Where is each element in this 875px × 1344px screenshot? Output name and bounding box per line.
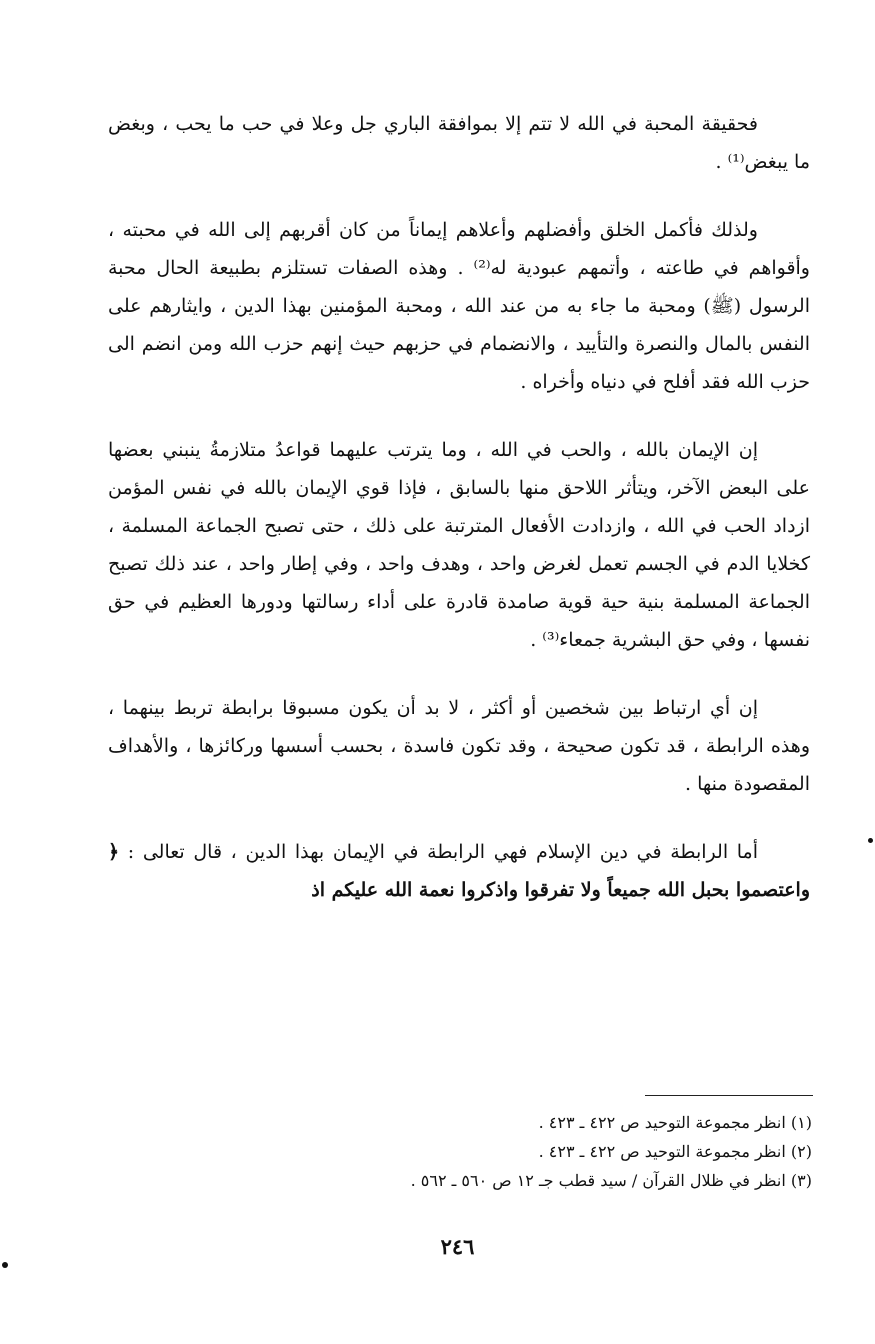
page-number: ٢٤٦ [440,1234,475,1259]
quran-quote: ﴿ واعتصموا بحبل الله جميعاً ولا تفرقوا واذكروا نعمة الله عليكم اذ [108,841,810,901]
footnote-divider [645,1095,813,1096]
paragraph-5 [108,833,810,909]
paragraph-1: فحقيقة المحبة في الله لا تتم إلا بموافقة الباري جل وعلا في حب ما يحب ، وبغض ما يبغض⁽¹⁾ . [108,113,810,173]
scan-speck [2,1262,8,1268]
footnote-2: (٢) انظر مجموعة التوحيد ص ٤٢٢ ـ ٤٢٣ . [538,1142,812,1161]
paragraph-5-intro: أما الرابطة في دين الإسلام فهي الرابطة في الإيمان بهذا الدين ، قال تعالى : [119,841,758,863]
body-text [108,105,810,909]
paragraph-3: إن الإيمان بالله ، والحب في الله ، وما يترتب عليهما قواعدُ متلازمةُ ينبني بعضها على البعض الآخر، ويتأثر اللاحق منها بالسابق ، فإذا قوي الإيمان بالله في نفس المؤمن ازداد الحب في الله ، وازدادت الأفعال المترتبة على ذلك ، حتى تصبح الجماعة المسلمة ، كخلايا الدم في الجسم تعمل لغرض واحد ، وهدف واحد ، وفي إطار واحد ، عند ذلك تصبح الجماعة المسلمة بنية حية قوية صامدة قادرة على أداء رسالتها ودورها العظيم في حق نفسها ، وفي حق البشرية جمعاء⁽³⁾ . [108,439,810,651]
paragraph-2: ولذلك فأكمل الخلق وأفضلهم وأعلاهم إيماناً من كان أقربهم إلى الله في محبته ، وأقواهم في طاعته ، وأتمهم عبودية له⁽²⁾ . وهذه الصفات تستلزم بطبيعة الحال محبة الرسول (ﷺ) ومحبة ما جاء به من عند الله ، ومحبة المؤمنين بهذا الدين ، وايثارهم على النفس بالمال والنصرة والتأييد ، والانضمام في حزبهم حيث إنهم حزب الله ومن انضم الى حزب الله فقد أفلح في دنياه وأخراه . [108,219,810,393]
footnote-3: (٣) انظر في ظلال القرآن / سيد قطب جـ ١٢ ص ٥٦٠ ـ ٥٦٢ . [410,1171,812,1190]
scan-speck [868,838,873,843]
footnotes [300,1108,812,1195]
paragraph-4: إن أي ارتباط بين شخصين أو أكثر ، لا بد أن يكون مسبوقا برابطة تربط بينهما ، وهذه الرابطة ، قد تكون صحيحة ، وقد تكون فاسدة ، بحسب أسسها وركائزها ، والأهداف المقصودة منها . [108,697,810,795]
footnote-1: (١) انظر مجموعة التوحيد ص ٤٢٢ ـ ٤٢٣ . [538,1113,812,1132]
